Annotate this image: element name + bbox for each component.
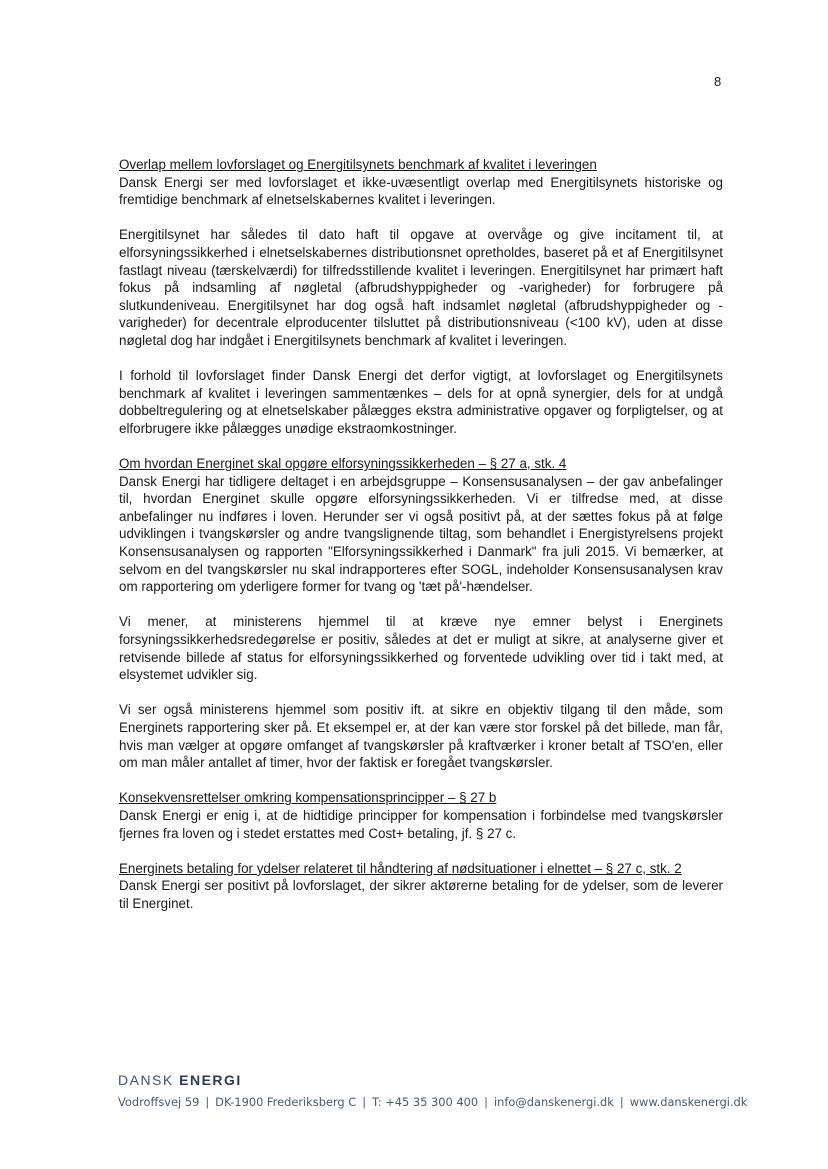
paragraph: Energitilsynet har således til dato haft til opgave at overvåge og give incitament til, at elforsyningssikkerhed i elnetselskabernes distributionsnet opretholdes, baseret på et af Energitilsynet fastlagt niveau (tærskelværdi) for tilfredsstillende kvalitet i leveringen. Energitilsynet har primært haft fokus på indsamling af nøgletal (afbrudshyppigheder og -varigheder) for forbrugere på slutkundeniveau. Energitilsynet har dog også haft indsamlet nøgletal (afbrudshyppigheder og -varigheder) for decentrale elproducenter tilsluttet på distributionsniveau (<100 kV), uden at disse nøgletal dog har indgået i Energitilsynets benchmark af kvalitet i leveringen. [119,227,723,348]
website-link[interactable]: www.danskenergi.dk [629,1095,748,1109]
paragraph: Dansk Energi er enig i, at de hidtidige principper for kompensation i forbindelse med tvangskørsler fjernes fra loven og i stedet erstattes med Cost+ betaling, jf. § 27 c. [119,807,723,841]
letterhead-footer [118,1072,747,1109]
document-body [119,156,723,913]
brand-bold: ENERGI [179,1072,242,1088]
address: Vodroffsvej 59 [118,1095,200,1109]
paragraph: Dansk Energi ser med lovforslaget et ikke-uvæsentligt overlap med Energitilsynets historiske og fremtidige benchmark af elnetselskabernes kvalitet i leveringen. [119,174,723,208]
contact-line: Vodroffsvej 59 | DK-1900 Frederiksberg C | T: +45 35 300 400 | info@danskenergi.dk | www.danskenergi.dk [118,1095,748,1109]
paragraph: Vi ser også ministerens hjemmel som positiv ift. at sikre en objektiv tilgang til den måde, som Energinets rapportering sker på. Et eksempel er, at der kan være stor forskel på det billede, man får, hvis man vælger at opgøre omfanget af tvangskørsler på kraftværker i kroner betalt af TSO'en, eller om man måler antallet af timer, hvor der faktisk er foregået tvangskørsler. [119,702,723,771]
email-link[interactable]: info@danskenergi.dk [493,1095,614,1109]
paragraph: Vi mener, at ministerens hjemmel til at kræve nye emner belyst i Energinets forsyningssikkerhedsredegørelse er positiv, således at det er muligt at sikre, at analyserne giver et retvisende billede af status for elforsyningssikkerhed og forventede udvikling over tid i takt med, at elsystemet udvikler sig. [119,614,723,683]
section-overlap [119,156,723,438]
section-konsekvensrettelser [119,789,723,842]
brand-logo [118,1072,747,1088]
paragraph: Dansk Energi ser positivt på lovforslaget, der sikrer aktørerne betaling for de ydelser, som de leverer til Energinet. [119,878,723,911]
phone: T: +45 35 300 400 [372,1095,479,1109]
paragraph: I forhold til lovforslaget finder Dansk Energi det derfor vigtigt, at lovforslaget og Energitilsynets benchmark af kvalitet i leveringen sammentænkes – dels for at opnå synergier, dels for at undgå dobbeltregulering og at elnetselskaber pålægges ekstra administrative opgaver og forpligtelser, og at elforbrugere ikke pålægges unødige ekstraomkostninger. [119,368,723,436]
section-energinet-opgoerelse [119,455,723,772]
section-heading: Overlap mellem lovforslaget og Energitilsynets benchmark af kvalitet i leveringen [119,157,597,172]
section-heading: Om hvordan Energinet skal opgøre elforsyningssikkerheden – § 27 a, stk. 4 [119,456,567,472]
brand-light: DANSK [118,1072,174,1088]
section-heading: Konsekvensrettelser omkring kompensationsprincipper – § 27 b [119,790,497,806]
section-heading: Energinets betaling for ydelser relateret til håndtering af nødsituationer i elnettet – § 27 c, stk. 2 [119,860,682,876]
paragraph: Dansk Energi har tidligere deltaget i en arbejdsgruppe – Konsensusanalysen – der gav anbefalinger til, hvordan Energinet skulle opgøre elforsyningssikkerheden. Vi er tilfredse med, at disse anbefalinger nu indføres i loven. Herunder ser vi også positivt på, at der sættes fokus på at følge udviklingen i tvangskørsler og andre tvangslignende tiltag, som behandlet i Energistyrelsens projekt Konsensusanalysen og rapporten "Elforsyningssikkerhed i Danmark" fra juli 2015. Vi bemærker, at selvom en del tvangskørsler nu skal indrapporteres efter SOGL, indeholder Konsensusanalysen krav om rapportering om yderligere former for tvang og 'tæt på'-hændelser. [119,473,723,595]
city: DK-1900 Frederiksberg C [215,1095,357,1109]
page-number: 8 [714,74,722,89]
section-energinet-betaling [119,860,723,913]
